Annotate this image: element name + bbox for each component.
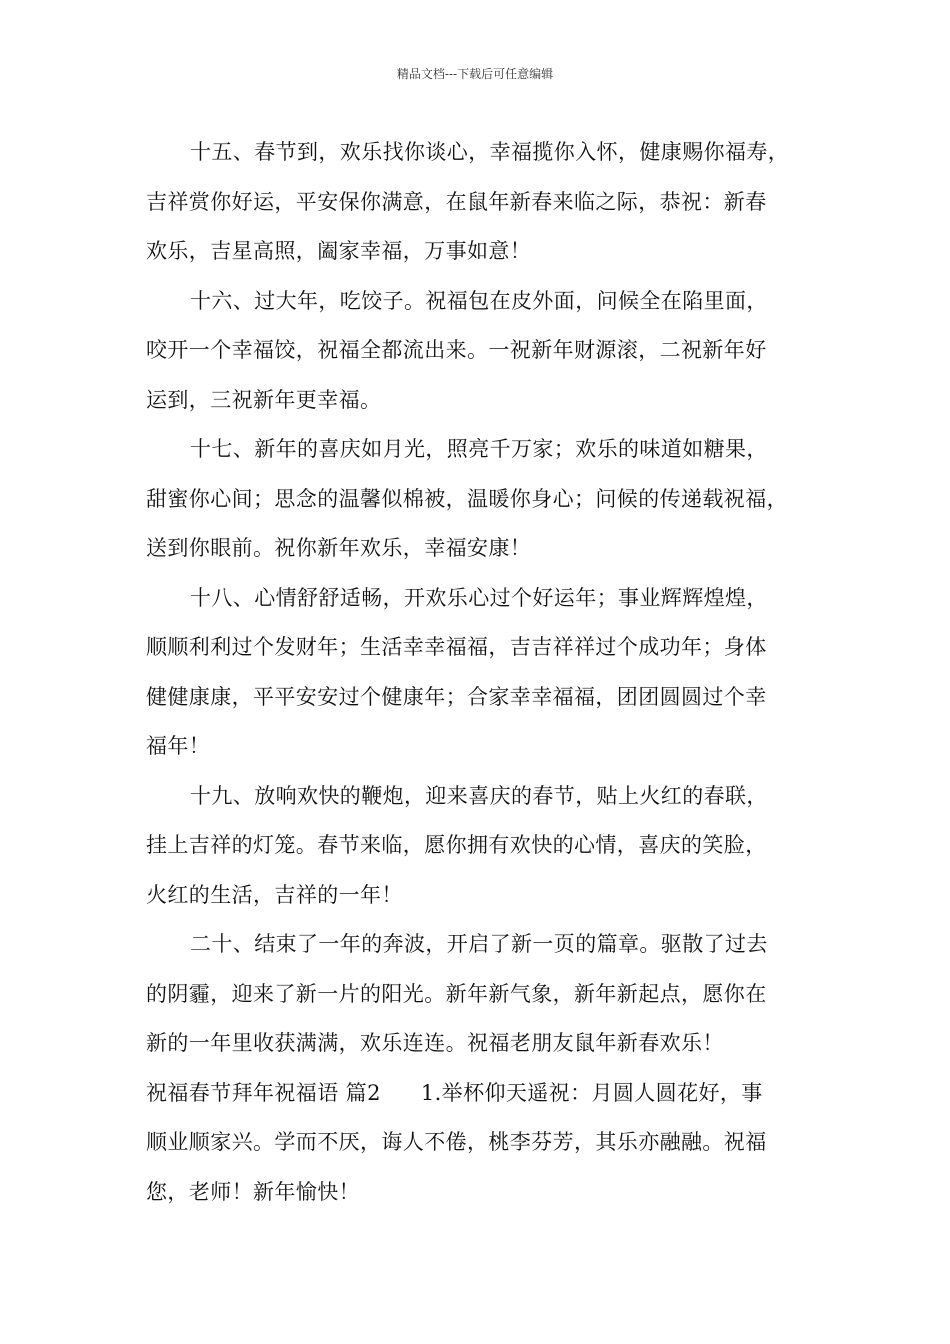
- paragraph-19: [146, 772, 826, 921]
- paragraph-line: 送到你眼前。祝你新年欢乐，幸福安康！: [146, 536, 532, 560]
- paragraph-line: 健健康康，平平安安过个健康年；合家幸幸福福，团团圆圆过个幸: [146, 684, 767, 709]
- paragraph-line: 十七、新年的喜庆如月光，照亮千万家；欢乐的味道如糖果，: [190, 437, 768, 461]
- paragraph-line: 火红的生活，吉祥的一年！: [146, 882, 403, 907]
- paragraph-line: 挂上吉祥的灯笼。春节来临，愿你拥有欢快的心情，喜庆的笑脸，: [146, 833, 767, 857]
- paragraph-line: 吉祥赏你好运，平安保你满意，在鼠年新春来临之际，恭祝：新春: [146, 189, 767, 214]
- paragraph-line: 十九、放响欢快的鞭炮，迎来喜庆的春节，贴上火红的春联，: [190, 783, 768, 808]
- paragraph-line: 十五、春节到，欢乐找你谈心，幸福揽你入怀，健康赐你福寿，: [190, 140, 790, 164]
- paragraph-line: 顺业顺家兴。学而不厌，诲人不倦，桃李芬芳，其乐亦融融。祝福: [146, 1130, 767, 1154]
- paragraph-line: 1.举杯仰天遥祝：月圆人圆花好，事: [420, 1080, 763, 1105]
- section-2-first-line: [146, 1069, 826, 1119]
- paragraph-15: [146, 128, 826, 277]
- paragraph-20: [146, 920, 826, 1069]
- paragraph-17: [146, 425, 826, 574]
- paragraph-line: 咬开一个幸福饺，祝福全都流出来。一祝新年财源滚，二祝新年好: [146, 338, 767, 362]
- paragraph-18: [146, 574, 826, 772]
- section-heading: 祝福春节拜年祝福语 篇2: [146, 1080, 381, 1105]
- paragraph-line: 十八、心情舒舒适畅，开欢乐心过个好运年；事业辉辉煌煌，: [190, 585, 768, 610]
- paragraph-line: 顺顺利利过个发财年；生活幸幸福福，吉吉祥祥过个成功年；身体: [146, 635, 767, 659]
- document-body: [146, 128, 826, 1217]
- paragraph-line: 欢乐，吉星高照，阖家幸福，万事如意！: [146, 239, 532, 263]
- paragraph-line: 运到，三祝新年更幸福。: [146, 387, 382, 412]
- paragraph-16: [146, 277, 826, 426]
- paragraph-line: 二十、结束了一年的奔波，开启了新一页的篇章。驱散了过去: [190, 932, 768, 956]
- paragraph-line: 十六、过大年，吃饺子。祝福包在皮外面，问候全在陷里面，: [190, 288, 768, 313]
- paragraph-line: 您，老师！新年愉快！: [146, 1179, 360, 1204]
- page-header: 精品文档---下载后可任意编辑: [396, 67, 554, 81]
- paragraph-line: 福年！: [146, 734, 211, 758]
- paragraph-line: 甜蜜你心间；思念的温馨似棉被，温暖你身心；问候的传递载祝福，: [146, 486, 788, 511]
- paragraph-line: 的阴霾，迎来了新一片的阳光。新年新气象，新年新起点，愿你在: [146, 981, 767, 1006]
- section-2: [146, 1069, 826, 1218]
- paragraph-line: 新的一年里收获满满，欢乐连连。祝福老朋友鼠年新春欢乐！: [146, 1031, 724, 1055]
